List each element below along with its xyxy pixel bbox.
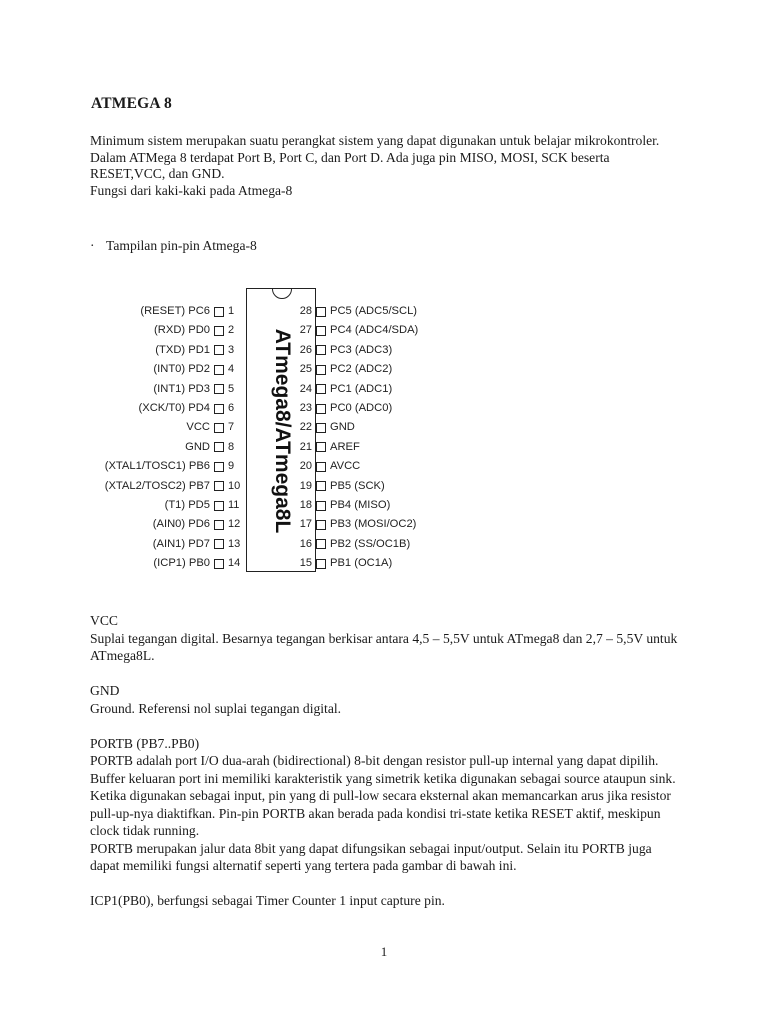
pin-label: (RXD) PD0: [154, 324, 210, 337]
pin-pad-icon: [316, 384, 326, 394]
pin-pad-icon: [316, 345, 326, 355]
pin-pad-icon: [316, 365, 326, 375]
pin-row-4: [153, 360, 242, 379]
intro-line: Dalam ATMega 8 terdapat Port B, Port C, dan Port D. Ada juga pin MISO, MOSI, SCK beserta: [90, 149, 610, 165]
icp1-text: ICP1(PB0), berfungsi sebagai Timer Counter 1 input capture pin.: [90, 893, 445, 908]
vcc-text: Suplai tegangan digital. Besarnya tegangan berkisar antara 4,5 – 5,5V untuk ATmega8 dan 2,7 – 5,5V untuk: [90, 630, 678, 646]
gnd-text: Ground. Referensi nol suplai tegangan digital.: [90, 700, 342, 716]
pin-label: (AIN0) PD6: [152, 518, 210, 531]
vcc-text: ATmega8L.: [90, 648, 155, 663]
pin-row-21: [298, 438, 360, 457]
gnd-heading: GND: [90, 683, 120, 698]
pin-row-14: [153, 554, 242, 573]
document-title: ATMEGA 8: [91, 95, 172, 112]
pin-row-20: [298, 457, 360, 476]
pin-row-22: [298, 418, 355, 437]
pin-label: PC4 (ADC4/SDA): [330, 324, 419, 337]
pin-row-11: [165, 496, 242, 515]
pin-label: VCC: [186, 421, 210, 434]
pin-number: 27: [299, 324, 312, 337]
pin-number: 28: [299, 305, 312, 317]
pin-pad-icon: [316, 539, 326, 549]
pin-number: 16: [299, 537, 312, 550]
pin-pad-icon: [316, 404, 326, 414]
pin-label: GND: [185, 440, 210, 453]
pin-pad-icon: [214, 559, 224, 569]
pin-label: PC0 (ADC0): [330, 402, 393, 414]
pin-row-7: [186, 418, 242, 437]
pin-row-17: [298, 515, 416, 534]
pin-row-16: [298, 535, 410, 554]
pin-number: 8: [228, 440, 235, 453]
pin-pad-icon: [316, 423, 326, 433]
pin-number: 1: [228, 305, 235, 317]
pin-label: (RESET) PC6: [140, 305, 210, 317]
pin-number: 22: [299, 421, 312, 434]
pin-number: 3: [228, 343, 235, 356]
pin-number: 9: [228, 460, 235, 473]
pin-pad-icon: [316, 462, 326, 472]
pin-label: (TXD) PD1: [155, 343, 210, 356]
portb-line: PORTB merupakan jalur data 8bit yang dapat difungsikan sebagai input/output. Selain itu PORTB juga: [90, 840, 652, 856]
pin-row-12: [153, 515, 242, 534]
pin-pad-icon: [214, 501, 224, 511]
pin-label: PB2 (SS/OC1B): [330, 537, 411, 550]
pin-number: 6: [228, 402, 235, 414]
pin-label: PC5 (ADC5/SCL): [330, 305, 418, 317]
pin-number: 13: [228, 537, 241, 550]
pin-row-8: [185, 438, 242, 457]
page-number: 1: [380, 944, 388, 959]
pin-pad-icon: [316, 442, 326, 452]
intro-line: Fungsi dari kaki-kaki pada Atmega-8: [90, 182, 293, 198]
portb-line: clock tidak running.: [90, 823, 200, 838]
pin-label: (INT1) PD3: [153, 382, 210, 395]
pin-label: AREF: [330, 440, 360, 453]
portb-line: Buffer keluaran port ini memiliki karakteristik yang simetrik ketika digunakan sebagai source ataupun sink.: [90, 770, 676, 786]
bullet-icon: ·: [90, 238, 95, 253]
pin-number: 25: [299, 363, 312, 376]
pin-row-15: [298, 554, 392, 573]
pin-pad-icon: [214, 462, 224, 472]
portb-line: dapat memiliki fungsi alternatif seperti yang tertera pada gambar di bawah ini.: [90, 858, 517, 873]
pin-row-3: [155, 341, 242, 360]
pin-row-24: [298, 380, 392, 399]
bullet-text: Tampilan pin-pin Atmega-8: [106, 238, 257, 253]
pin-label: PC1 (ADC1): [330, 382, 393, 395]
pin-pad-icon: [214, 404, 224, 414]
intro-line: RESET,VCC, dan GND.: [90, 166, 225, 181]
pin-label: PB5 (SCK): [330, 479, 385, 492]
portb-line: Ketika digunakan sebagai input, pin yang di pull-low secara eksternal akan memancarkan arus jika resistor: [90, 788, 671, 803]
pin-number: 15: [299, 557, 312, 570]
pin-row-28: [298, 302, 417, 321]
pin-label: (T1) PD5: [164, 499, 210, 511]
pin-number: 10: [228, 479, 241, 492]
pin-row-9: [105, 457, 242, 476]
pin-label: (XTAL1/TOSC1) PB6: [104, 460, 210, 473]
pin-number: 24: [299, 382, 312, 395]
pin-pad-icon: [316, 520, 326, 530]
pin-label: (AIN1) PD7: [152, 537, 210, 550]
intro-line: Minimum sistem merupakan suatu perangkat sistem yang dapat digunakan untuk belajar mikrokontroler.: [90, 133, 660, 148]
pin-row-10: [105, 477, 242, 496]
pin-number: 7: [228, 421, 235, 434]
pin-row-2: [154, 321, 242, 340]
pin-number: 14: [228, 557, 241, 570]
pin-number: 19: [299, 479, 312, 492]
pin-label: PC2 (ADC2): [330, 363, 393, 376]
portb-line: PORTB adalah port I/O dua-arah (bidirectional) 8-bit dengan resistor pull-up internal yang dapat dipilih.: [90, 753, 659, 768]
body-text: [90, 612, 752, 910]
pin-label: PC3 (ADC3): [330, 343, 393, 356]
pin-pad-icon: [214, 365, 224, 375]
pin-number: 4: [228, 363, 235, 376]
pin-pad-icon: [214, 520, 224, 530]
pin-pad-icon: [214, 442, 224, 452]
pin-label: (XCK/T0) PD4: [138, 402, 210, 414]
pin-pad-icon: [316, 501, 326, 511]
pin-label: (ICP1) PB0: [153, 557, 210, 570]
pin-pad-icon: [214, 307, 224, 317]
pin-label: AVCC: [330, 460, 361, 473]
chip-notch-icon: [272, 279, 292, 299]
pin-pad-icon: [214, 539, 224, 549]
pin-number: 17: [299, 518, 312, 531]
pin-number: 5: [228, 382, 235, 395]
pin-row-19: [298, 477, 385, 496]
pin-row-27: [298, 321, 418, 340]
vcc-heading: VCC: [90, 613, 118, 628]
pin-pad-icon: [214, 345, 224, 355]
pin-label: PB3 (MOSI/OC2): [330, 518, 417, 531]
pin-number: 18: [299, 499, 312, 511]
pin-pad-icon: [316, 559, 326, 569]
pin-pad-icon: [316, 326, 326, 336]
pin-number: 21: [299, 440, 312, 453]
pin-row-26: [298, 341, 392, 360]
pin-row-23: [298, 399, 392, 418]
portb-heading: PORTB (PB7..PB0): [90, 735, 200, 751]
pin-pad-icon: [214, 481, 224, 491]
pin-number: 26: [299, 343, 312, 356]
pin-number: 12: [228, 518, 241, 531]
pin-number: 23: [299, 402, 312, 414]
pin-row-6: [139, 399, 243, 418]
pin-label: GND: [330, 421, 355, 434]
pin-row-13: [153, 535, 242, 554]
bullet-item: [90, 238, 257, 254]
chip-name: ATmega8/ATmega8L: [271, 328, 294, 534]
pin-row-25: [298, 360, 392, 379]
pin-row-1: [140, 302, 242, 321]
pin-pad-icon: [214, 423, 224, 433]
pin-label: PB4 (MISO): [330, 499, 391, 511]
pin-number: 20: [299, 460, 312, 473]
portb-line: pull-up-nya diaktifkan. Pin-pin PORTB akan berada pada kondisi tri-state ketika RESET aktif, meskipun: [90, 805, 661, 821]
pin-row-5: [153, 380, 242, 399]
pin-pad-icon: [316, 481, 326, 491]
pin-number: 2: [228, 324, 235, 337]
pin-label: (XTAL2/TOSC2) PB7: [104, 479, 210, 492]
pin-pad-icon: [316, 307, 326, 317]
pin-label: PB1 (OC1A): [330, 557, 393, 570]
pin-pad-icon: [214, 326, 224, 336]
pin-number: 11: [228, 499, 240, 511]
pin-row-18: [298, 496, 390, 515]
pinout-diagram: [100, 282, 480, 592]
intro-paragraph: [90, 133, 750, 199]
pin-pad-icon: [214, 384, 224, 394]
pin-label: (INT0) PD2: [153, 363, 210, 376]
